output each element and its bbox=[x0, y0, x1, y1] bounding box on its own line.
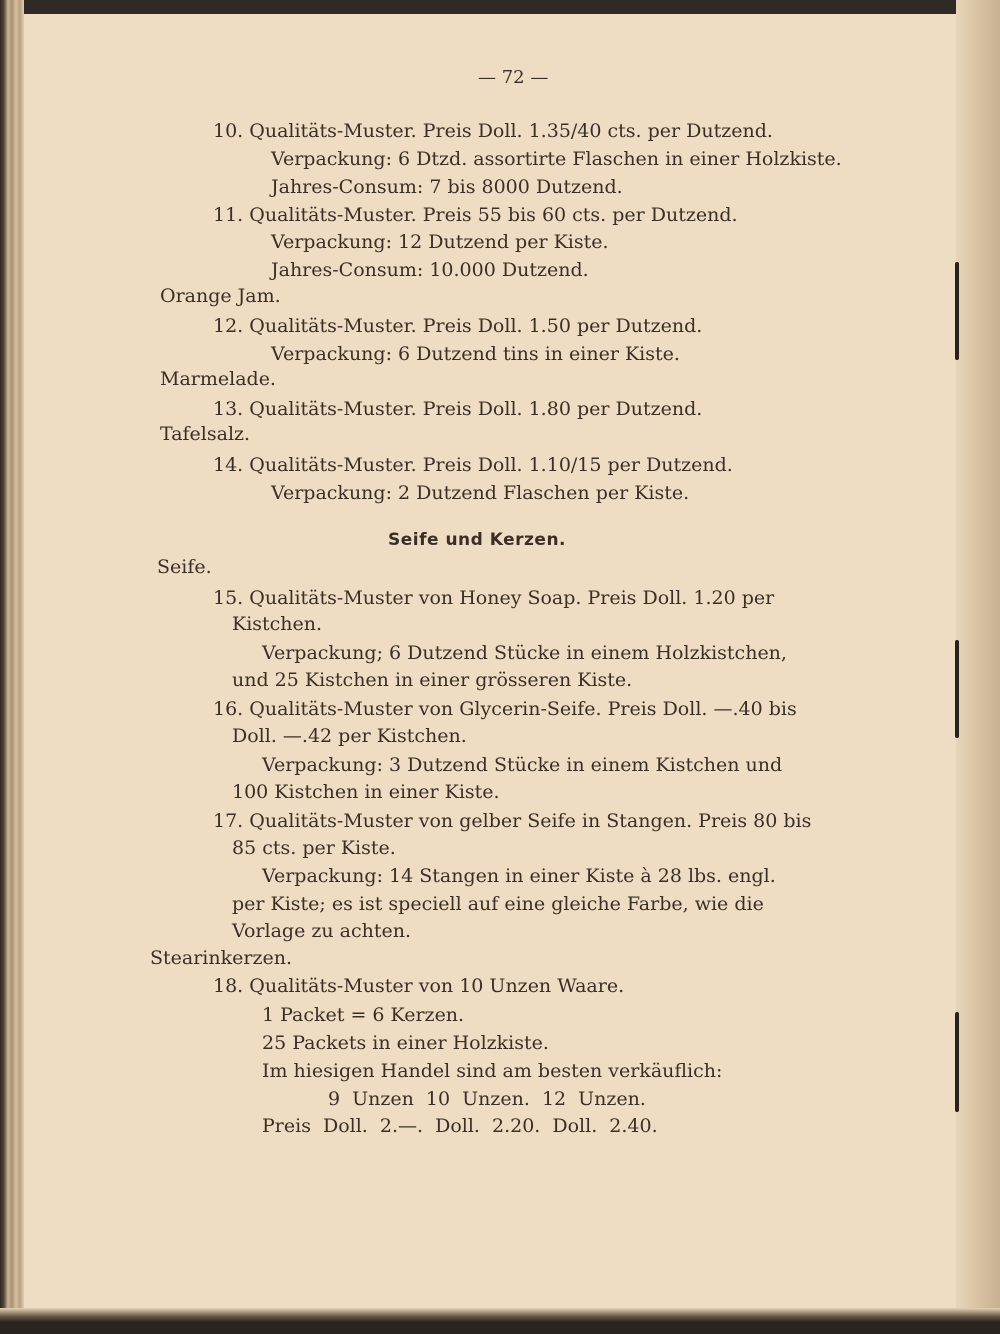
subheading: Seife. bbox=[157, 556, 212, 578]
text-line: 12. Qualitäts-Muster. Preis Doll. 1.50 per Dutzend. bbox=[213, 315, 703, 337]
page-mark bbox=[955, 640, 959, 738]
text-line: Verpackung: 2 Dutzend Flaschen per Kiste. bbox=[271, 482, 690, 504]
book-spine bbox=[0, 0, 24, 1334]
text-line: 14. Qualitäts-Muster. Preis Doll. 1.10/15 per Dutzend. bbox=[213, 454, 733, 476]
page-mark bbox=[955, 1012, 959, 1112]
text-line: 1 Packet = 6 Kerzen. bbox=[262, 1004, 465, 1026]
subheading: Stearinkerzen. bbox=[150, 947, 292, 969]
text-line: Verpackung: 6 Dutzend tins in einer Kiste. bbox=[271, 343, 680, 365]
text-line: Verpackung: 3 Dutzend Stücke in einem Kistchen und bbox=[262, 754, 783, 776]
page-right-edge bbox=[956, 0, 1000, 1334]
text-line: 11. Qualitäts-Muster. Preis 55 bis 60 cts. per Dutzend. bbox=[213, 204, 738, 226]
page-mark bbox=[955, 262, 959, 360]
text-line: Doll. —.42 per Kistchen. bbox=[232, 725, 467, 747]
subheading: Orange Jam. bbox=[160, 285, 281, 307]
text-line: Verpackung: 12 Dutzend per Kiste. bbox=[271, 231, 609, 253]
bottom-edge bbox=[0, 1308, 1000, 1334]
section-heading: Seife und Kerzen. bbox=[388, 530, 567, 550]
top-edge bbox=[0, 0, 1000, 14]
text-line: Jahres-Consum: 7 bis 8000 Dutzend. bbox=[271, 176, 623, 198]
text-line: 16. Qualitäts-Muster von Glycerin-Seife. Preis Doll. —.40 bis bbox=[213, 698, 797, 720]
text-line: 100 Kistchen in einer Kiste. bbox=[232, 781, 500, 803]
text-line: 10. Qualitäts-Muster. Preis Doll. 1.35/40 cts. per Dutzend. bbox=[213, 120, 773, 142]
price-table-row: Preis Doll. 2.—. Doll. 2.20. Doll. 2.40. bbox=[262, 1115, 658, 1137]
price-table-header: 9 Unzen 10 Unzen. 12 Unzen. bbox=[328, 1088, 646, 1110]
text-line: 15. Qualitäts-Muster von Honey Soap. Preis Doll. 1.20 per bbox=[213, 587, 775, 609]
text-line: 13. Qualitäts-Muster. Preis Doll. 1.80 per Dutzend. bbox=[213, 398, 703, 420]
text-line: Jahres-Consum: 10.000 Dutzend. bbox=[271, 259, 589, 281]
text-line: 17. Qualitäts-Muster von gelber Seife in Stangen. Preis 80 bis bbox=[213, 810, 812, 832]
text-line: Verpackung; 6 Dutzend Stücke in einem Holzkistchen, bbox=[262, 642, 787, 664]
text-line: Verpackung: 6 Dtzd. assortirte Flaschen in einer Holzkiste. bbox=[271, 148, 842, 170]
text-line: Verpackung: 14 Stangen in einer Kiste à 28 lbs. engl. bbox=[262, 865, 776, 887]
text-line: Vorlage zu achten. bbox=[232, 920, 411, 942]
text-line: per Kiste; es ist speciell auf eine gleiche Farbe, wie die bbox=[232, 893, 764, 915]
subheading: Tafelsalz. bbox=[160, 423, 251, 445]
text-line: Kistchen. bbox=[232, 613, 323, 635]
text-line: 25 Packets in einer Holzkiste. bbox=[262, 1032, 549, 1054]
page-number: — 72 — bbox=[478, 67, 549, 88]
text-line: Im hiesigen Handel sind am besten verkäuflich: bbox=[262, 1060, 723, 1082]
text-line: und 25 Kistchen in einer grösseren Kiste. bbox=[232, 669, 633, 691]
subheading: Marmelade. bbox=[160, 368, 276, 390]
text-line: 85 cts. per Kiste. bbox=[232, 837, 396, 859]
text-line: 18. Qualitäts-Muster von 10 Unzen Waare. bbox=[213, 975, 625, 997]
